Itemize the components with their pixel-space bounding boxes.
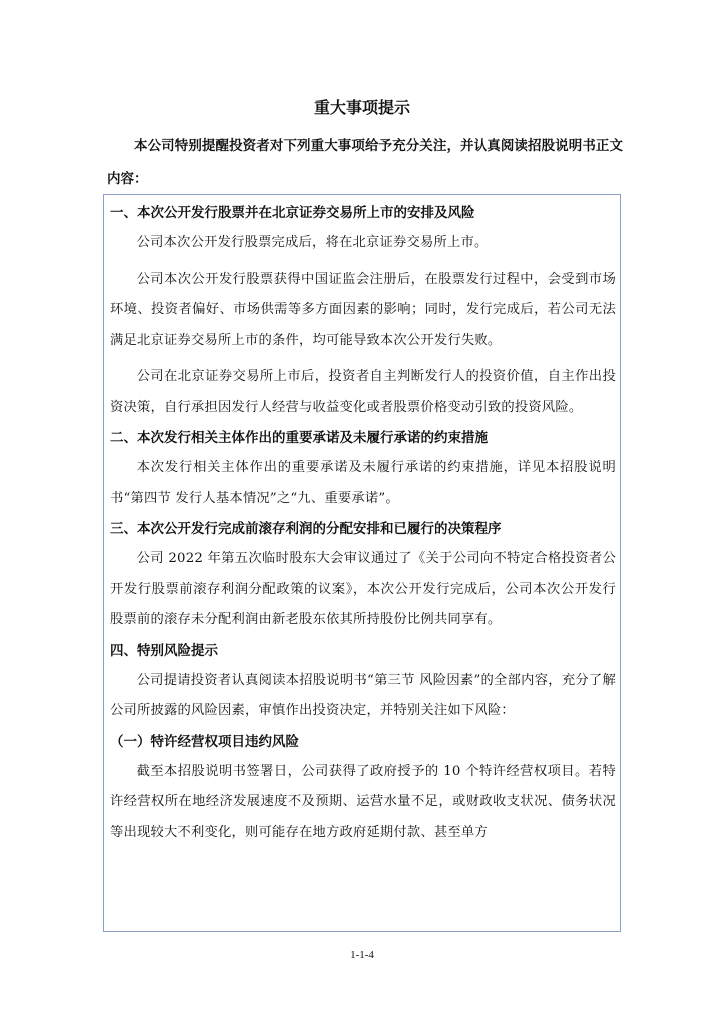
intro-paragraph: 本公司特别提醒投资者对下列重大事项给予充分关注，并认真阅读招股说明书正文内容： — [107, 138, 623, 187]
paragraph: 截至本招股说明书签署日，公司获得了政府授予的 10 个特许经营权项目。若特许经营权所在地经济发展速度不及预期、运营水量不足，或财政收支状况、债务状况等出现较大不利变化，则可能存在地方政府延期付款、甚至单方 — [110, 763, 616, 840]
section-heading-2: 二、本次发行相关主体作出的重要承诺及未履行承诺的约束措施 — [110, 430, 488, 446]
paragraph: 公司本次公开发行股票获得中国证监会注册后，在股票发行过程中，会受到市场环境、投资者偏好、市场供需等多方面因素的影响；同时，发行完成后，若公司无法满足北京证券交易所上市的条件，均可能导致本次公开发行失败。 — [110, 271, 616, 348]
page-number: 1-1-4 — [350, 949, 374, 961]
paragraph: 本次发行相关主体作出的重要承诺及未履行承诺的约束措施，详见本招股说明书“第四节 发行人基本情况”之“九、重要承诺”。 — [110, 460, 616, 506]
paragraph: 公司 2022 年第五次临时股东大会审议通过了《关于公司向不特定合格投资者公开发行股票前滚存利润分配政策的议案》，本次公开发行完成后，公司本次公开发行股票前的滚存未分配利润由新老股东依其所持股份比例共同享有。 — [110, 551, 616, 627]
paragraph: 公司提请投资者认真阅读本招股说明书“第三节 风险因素”的全部内容，充分了解公司所披露的风险因素，审慎作出投资决定，并特别关注如下风险： — [110, 672, 616, 718]
section-heading-3: 三、本次公开发行完成前滚存利润的分配安排和已履行的决策程序 — [110, 521, 502, 537]
sub-heading: （一）特许经营权项目违约风险 — [110, 733, 299, 750]
paragraph: 公司在北京证券交易所上市后，投资者自主判断发行人的投资价值，自主作出投资决策，自行承担因发行人经营与收益变化或者股票价格变动引致的投资风险。 — [110, 369, 616, 415]
section-heading-1: 一、本次公开发行股票并在北京证券交易所上市的安排及风险 — [110, 205, 475, 221]
paragraph: 公司本次公开发行股票完成后，将在北京证券交易所上市。 — [136, 235, 488, 250]
notice-box — [103, 194, 621, 932]
section-heading-4: 四、特别风险提示 — [110, 642, 218, 659]
page-title: 重大事项提示 — [313, 98, 410, 117]
